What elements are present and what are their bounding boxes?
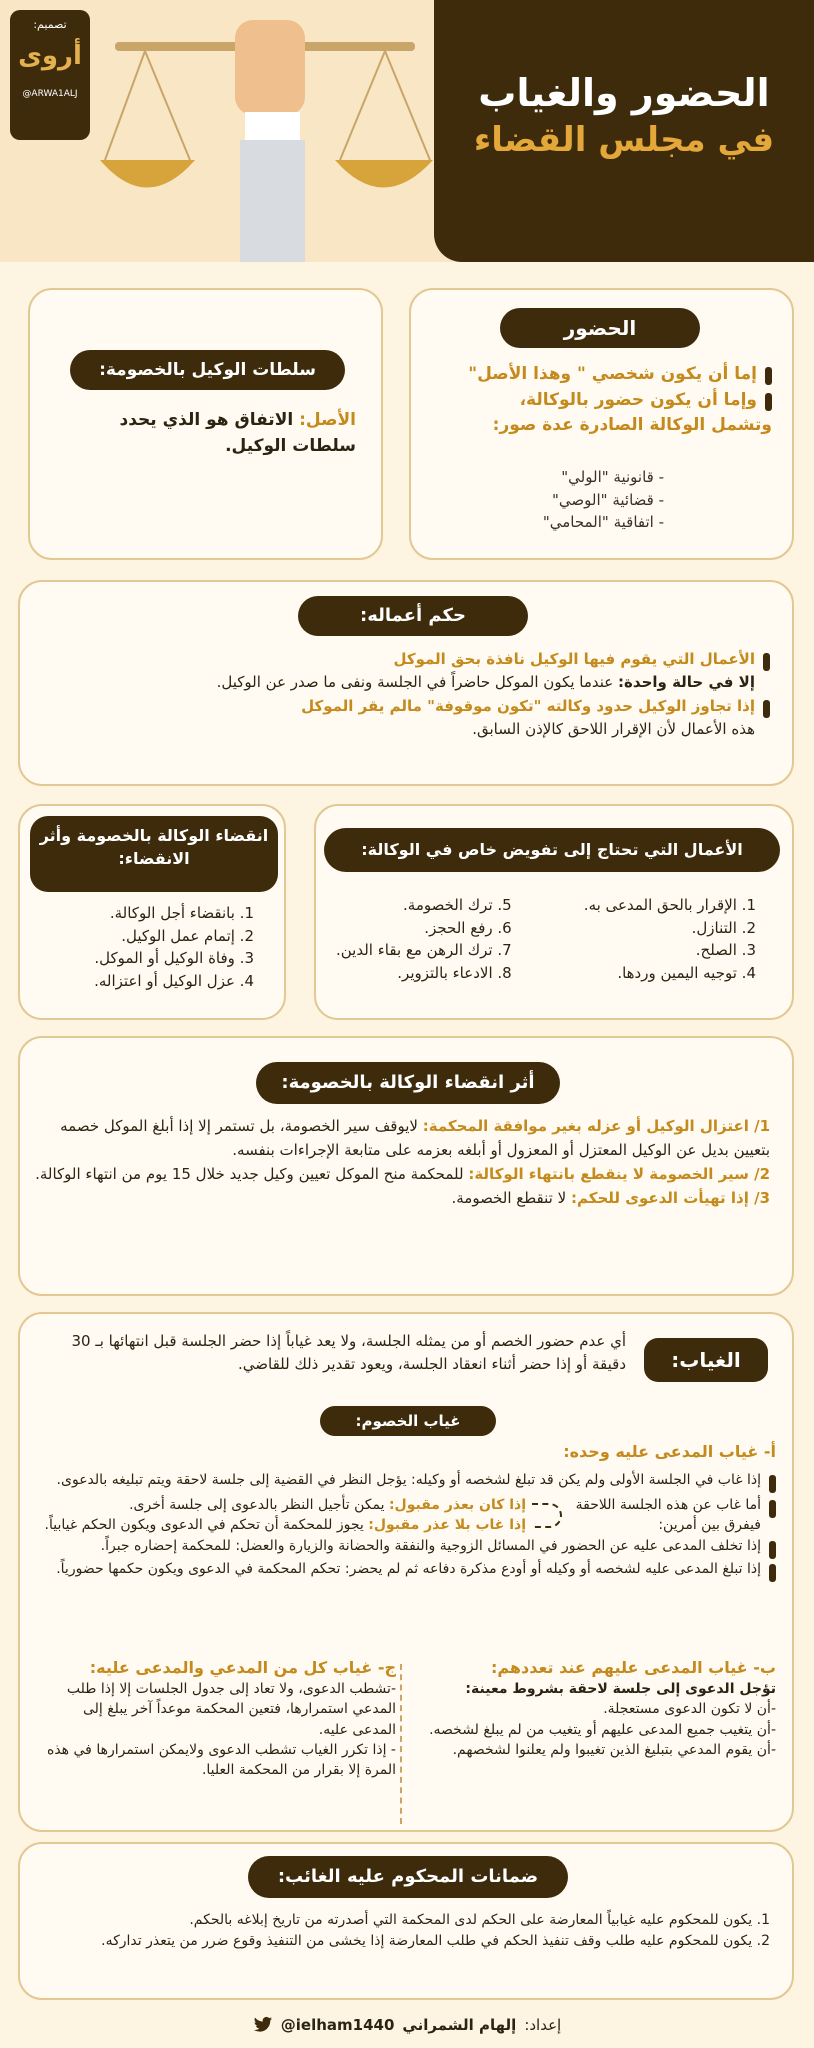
absence-title: الغياب: [644, 1338, 768, 1382]
attendance-title: الحضور [500, 308, 700, 348]
attendance-list [543, 466, 664, 534]
list-item: 1. بانقضاء أجل الوكالة. [109, 904, 254, 922]
absence-a2-unexcused: يجوز للمحكمة أن تحكم في الدعوى ويكون الحكم غيابياً. [44, 1517, 364, 1534]
effect-p1-lead: 1/ اعتزال الوكيل أو عزله بغير موافقة المحكمة: [422, 1117, 770, 1135]
list-item: 3. وفاة الوكيل أو الموكل. [94, 949, 254, 967]
absence-section-b-title: ب- غياب المدعى عليهم عند تعددهم: [490, 1658, 776, 1677]
twitter-icon[interactable] [253, 2016, 273, 2034]
footer-handle[interactable]: @ielham1440 [280, 2016, 395, 2034]
special-list-left [336, 894, 512, 984]
ruling-card [18, 580, 794, 786]
effect-p3-lead: 3/ إذا تهيأت الدعوى للحكم: [570, 1189, 770, 1207]
list-item: 2. التنازل. [691, 918, 756, 937]
agent-powers-text: الاتفاق هو الذي يحدد سلطات الوكيل. [119, 410, 356, 456]
absence-definition: أي عدم حضور الخصم أو من يمثله الجلسة، ولا يعد غياباً إذا حضر الجلسة قبل انتهائها بـ 30 دقيقة أو إذا حضر أثناء انعقاد الجلسة، ويعود تقدير ذلك للقاضي. [71, 1332, 626, 1373]
section-divider [400, 1664, 402, 1824]
ruling-exception-text: عندما يكون الموكل حاضراً في الجلسة ونفى ما صدر عن الوكيل. [216, 673, 614, 692]
absence-card [18, 1312, 794, 1832]
page-subtitle: في مجلس القضاء [473, 119, 775, 160]
list-item: 4. عزل الوكيل أو اعتزاله. [94, 971, 254, 990]
guarantees-card [18, 1842, 794, 2000]
special-title: الأعمال التي تحتاج إلى تفويض خاص في الوكالة: [324, 828, 780, 872]
absence-subtitle: غياب الخصوم: [320, 1406, 496, 1436]
footer-author: إلهام الشمراني [402, 2016, 517, 2034]
list-item: 5. ترك الخصومة. [403, 896, 512, 914]
absence-a3: إذا تخلف المدعى عليه عن الحضور في المسائل الزوجية والنفقة والحضانة والزيارة والعضل: للمحكمة إحضاره جبراً. [100, 1537, 761, 1554]
effect-card [18, 1036, 794, 1296]
attendance-line1: إما أن يكون شخصي " وهذا الأصل" [468, 364, 757, 384]
absence-a2-unexcused-lead: إذا غاب بلا عذر مقبول: [368, 1517, 526, 1534]
ruling-exception-lead: إلا في حالة واحدة: [618, 673, 755, 692]
footer-label: إعداد: [524, 2016, 562, 2034]
guarantees-title: ضمانات المحكوم عليه الغائب: [248, 1856, 568, 1898]
effect-title: أثر انقضاء الوكالة بالخصومة: [256, 1062, 560, 1104]
page-title: الحضور والغياب [478, 71, 770, 115]
title-box [434, 0, 814, 262]
list-item: - اتفاقية "المحامي" [542, 513, 664, 531]
agent-powers-lead: الأصل: [299, 410, 356, 430]
footer [0, 2008, 814, 2042]
agent-powers-card [28, 288, 383, 560]
list-item: - إذا تكرر الغياب تشطب الدعوى ولايمكن استمرارها في هذه المرة إلا بقرار من المحكمة العليا. [47, 1742, 396, 1779]
expiry-card [18, 804, 286, 1020]
special-authorization-card [314, 804, 794, 1020]
ruling-title: حكم أعماله: [298, 596, 528, 636]
list-item: - قضائية "الوصي" [552, 490, 664, 509]
list-item: 2. إتمام عمل الوكيل. [121, 926, 254, 945]
special-list-right [584, 894, 756, 984]
absence-a2-excused-lead: إذا كان بعذر مقبول: [388, 1497, 526, 1513]
effect-p1-text: لايوقف سير الخصومة، بل تستمر إلا إذا أبلغ الموكل خصمه بتعيين بديل عن الوكيل المعتزل أو المعزول أو أبلغه بعزمه على متابعة الإجراءات بنفسه. [60, 1117, 770, 1159]
absence-a4: إذا تبلغ المدعى عليه لشخصه أو وكيله أو أودع مذكرة دفاعه ثم لم يحضر: تحكم المحكمة في الدعوى ويكون حكمها حضورياً. [56, 1560, 761, 1577]
absence-a1: إذا غاب في الجلسة الأولى ولم يكن قد تبلغ لشخصه أو وكيله: يؤجل النظر في القضية إلى جلسة لاحقة ويتم تبليغه بالدعوى. [56, 1472, 761, 1488]
effect-p2-text: للمحكمة منح الموكل تعيين وكيل جديد خلال 15 يوم من انتهاء الوكالة. [35, 1165, 464, 1183]
list-item: 3. الصلح. [695, 941, 756, 959]
absence-a2-excused: يمكن تأجيل النظر بالدعوى إلى جلسة أخرى. [129, 1497, 385, 1513]
absence-section-c-title: ج- غياب كل من المدعي والمدعى عليه: [89, 1658, 396, 1677]
attendance-card [409, 288, 794, 560]
list-item: -أن لا تكون الدعوى مستعجلة. [603, 1701, 776, 1718]
agent-powers-title: سلطات الوكيل بالخصومة: [70, 350, 345, 390]
logo: أروى [18, 41, 82, 71]
absence-section-a-title: أ- غياب المدعى عليه وحده: [563, 1442, 776, 1461]
design-label: تصميم: [33, 18, 67, 31]
list-item: -أن يتغيب جميع المدعى عليهم أو يتغيب من لم يبلغ لشخصه. [429, 1721, 776, 1738]
list-item: 7. ترك الرهن مع بقاء الدين. [336, 941, 512, 959]
list-item: -أن يقوم المدعي بتبليغ الذين تغيبوا ولم يعلنوا لشخصهم. [452, 1742, 776, 1759]
absence-a2: أما غاب عن هذه الجلسة اللاحقة فيفرق بين أمرين: [575, 1497, 761, 1534]
attendance-line3: وتشمل الوكالة الصادرة عدة صور: [492, 415, 772, 435]
ruling-line4: هذه الأعمال لأن الإقرار اللاحق كالإذن السابق. [472, 719, 755, 738]
effect-p2-lead: 2/ سير الخصومة لا ينقطع بانتهاء الوكالة: [468, 1165, 770, 1183]
list-item: -تشطب الدعوى، ولا تعاد إلى جدول الجلسات إلا إذا طلب المدعي استمرارها، فتعين المحكمة موعداً آخر يبلغ إلى المدعى عليه. [66, 1681, 396, 1738]
list-item: 4. توجيه اليمين وردها. [617, 963, 756, 982]
list-item: - قانونية "الولي" [561, 468, 664, 486]
header [0, 0, 814, 262]
logo-badge [10, 10, 90, 140]
effect-p3-text: لا تنقطع الخصومة. [451, 1189, 567, 1207]
list-item: 8. الادعاء بالتزوير. [397, 963, 512, 982]
absence-section-b-subtitle: تؤجل الدعوى إلى جلسة لاحقة بشروط معينة: [465, 1681, 776, 1698]
attendance-line2: وإما أن يكون حضور بالوكالة، [519, 389, 757, 410]
scales-illustration [95, 0, 435, 262]
ruling-bullet2: إذا تجاوز الوكيل حدود وكالته "تكون موقوفة" مالم يقر الموكل [301, 696, 755, 715]
list-item: 2. يكون للمحكوم عليه طلب وقف تنفيذ الحكم في طلب المعارضة إذا يخشى من التنفيذ وقوع ضرر من يتعذر تداركه. [101, 1933, 770, 1949]
designer-handle: @ARWA1ALJ [22, 89, 78, 99]
list-item: 1. الإقرار بالحق المدعى به. [583, 896, 756, 914]
list-item: 1. يكون للمحكوم عليه غيابياً المعارضة على الحكم لدى المحكمة التي أصدرته من تاريخ إبلاغه بالحكم. [189, 1912, 770, 1928]
expiry-title: انقضاء الوكالة بالخصومة وأثر الانقضاء: [30, 816, 278, 892]
list-item: 6. رفع الحجز. [424, 918, 512, 937]
ruling-bullet1: الأعمال التي يقوم فيها الوكيل نافذة بحق الموكل [393, 650, 755, 668]
